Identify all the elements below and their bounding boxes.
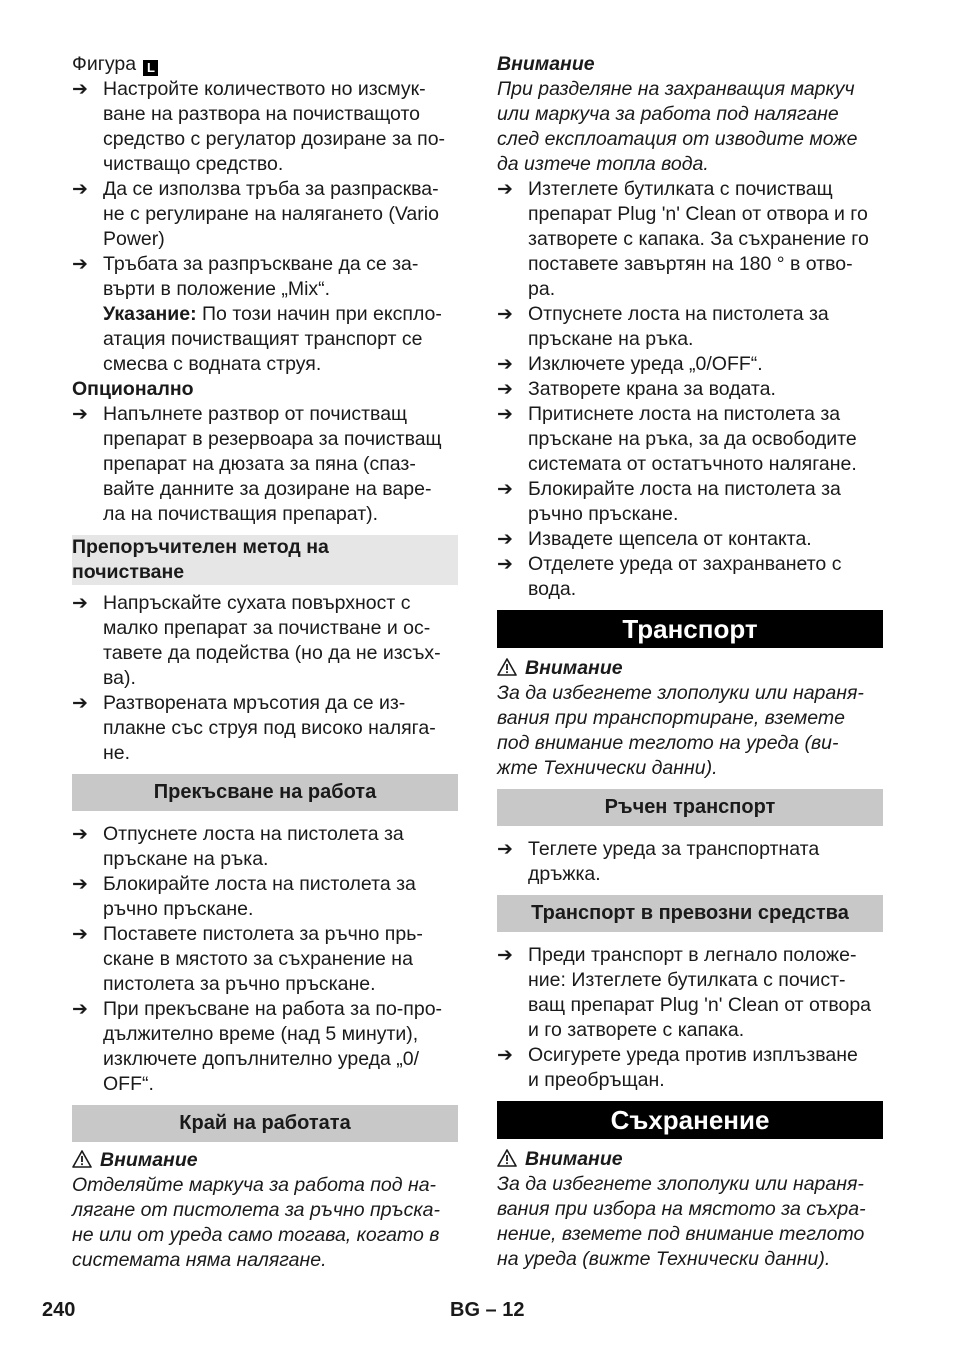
figure-label: Фигура xyxy=(72,53,137,75)
bullet-list xyxy=(72,77,458,302)
warning-line: жте Технически данни). xyxy=(497,757,718,779)
figure-reference xyxy=(72,52,458,77)
arrow-right-icon: ➔ xyxy=(72,823,88,845)
list-item-line: OFF“. xyxy=(103,1073,154,1095)
warning-line: Отделяйте маркуча за работа под на- xyxy=(72,1174,437,1196)
list-item-line: чистващо средство. xyxy=(103,153,284,175)
list-item-line: и го затворете с капака. xyxy=(528,1019,745,1041)
list-item-line: дължително време (над 5 минути), xyxy=(103,1023,419,1045)
list-item xyxy=(497,352,883,377)
warning-title xyxy=(497,1147,883,1172)
warning-line: на уреда (вижте Технически данни). xyxy=(497,1248,831,1270)
arrow-right-icon: ➔ xyxy=(72,403,88,425)
list-item-line: не. xyxy=(103,742,131,764)
warning-line: За да избегнете злополуки или нараня- xyxy=(497,1173,864,1195)
page-number: 240 xyxy=(42,1299,76,1321)
list-item xyxy=(72,922,458,997)
arrow-right-icon: ➔ xyxy=(497,178,513,200)
right-column xyxy=(497,52,883,1272)
list-item-line: средство с регулатор дозиране за по- xyxy=(103,128,446,150)
list-item-line: Блокирайте лоста на пистолета за xyxy=(103,873,416,895)
list-item xyxy=(497,527,883,552)
list-item-line: малко препарат за почистване и ос- xyxy=(103,617,431,639)
bullet-list xyxy=(497,177,883,602)
list-item-line: Напълнете разтвор от почистващ xyxy=(103,403,408,425)
left-column xyxy=(72,52,458,1273)
note-label: Указание: xyxy=(103,303,197,325)
list-item-line: Отпуснете лоста на пистолета за xyxy=(528,303,829,325)
list-item-line: Настройте количеството но изсмук- xyxy=(103,78,426,100)
list-item xyxy=(497,943,883,1043)
list-item-line: ва). xyxy=(103,667,136,689)
recommended-method-heading xyxy=(72,535,458,585)
list-item-line: Отпуснете лоста на пистолета за xyxy=(103,823,404,845)
list-item xyxy=(72,691,458,766)
list-item-line: затворете с капака. За съхранение го xyxy=(528,228,869,250)
arrow-right-icon: ➔ xyxy=(72,873,88,895)
list-item-line: пръскане на ръка, за да освободите xyxy=(528,428,857,450)
bullet-list xyxy=(497,943,883,1093)
heading-line: Препоръчителен метод на xyxy=(72,536,329,558)
warning-line: вания при избора на мястото за съхра- xyxy=(497,1198,866,1220)
list-item-line: препарат в резервоара за почистващ xyxy=(103,428,442,450)
list-item-line: вайте данните за дозиране на варе- xyxy=(103,478,432,500)
arrow-right-icon: ➔ xyxy=(72,253,88,275)
arrow-right-icon: ➔ xyxy=(497,303,513,325)
list-item-line: пръскане на ръка. xyxy=(103,848,269,870)
arrow-right-icon: ➔ xyxy=(497,478,513,500)
list-item-line: и преобръщан. xyxy=(528,1069,665,1091)
list-item-line: вода. xyxy=(528,578,577,600)
list-item-line: тавете да подейства (но да не изсъх- xyxy=(103,642,441,664)
warning-label: Внимание xyxy=(525,657,623,679)
warning-line: не или от уреда само тогава, когато в xyxy=(72,1224,440,1246)
list-item xyxy=(72,997,458,1097)
list-item-line: дръжка. xyxy=(528,863,601,885)
list-item xyxy=(72,822,458,872)
warning-title xyxy=(497,656,883,681)
list-item-line: ръчно пръскане. xyxy=(528,503,679,525)
warning-label: Внимание xyxy=(100,1149,198,1171)
optional-label: Опционално xyxy=(72,378,194,400)
storage-heading: Съхранение xyxy=(497,1101,883,1139)
end-of-work-heading: Край на работата xyxy=(72,1105,458,1142)
interrupt-work-heading: Прекъсване на работа xyxy=(72,774,458,811)
arrow-right-icon: ➔ xyxy=(72,178,88,200)
list-item-line: Изключете уреда „0/OFF“. xyxy=(528,353,763,375)
warning-line: За да избегнете злополуки или нараня- xyxy=(497,682,864,704)
arrow-right-icon: ➔ xyxy=(497,1044,513,1066)
list-item-line: ние: Изтеглете бутилката с почист- xyxy=(528,969,846,991)
warning-line: под внимание теглото на уреда (ви- xyxy=(497,732,839,754)
manual-transport-heading: Ръчен транспорт xyxy=(497,789,883,826)
list-item-line: Осигурете уреда против изплъзване xyxy=(528,1044,858,1066)
list-item-line: Преди транспорт в легнало положе- xyxy=(528,944,857,966)
arrow-right-icon: ➔ xyxy=(497,528,513,550)
page-code: BG – 12 xyxy=(450,1299,525,1321)
list-item xyxy=(72,77,458,177)
arrow-right-icon: ➔ xyxy=(497,944,513,966)
list-item-line: Извадете щепсела от контакта. xyxy=(528,528,812,550)
list-item-line: ващ препарат Plug 'n' Clean от отвора xyxy=(528,994,872,1016)
list-item-line: ване на разтвора на почистващото xyxy=(103,103,421,125)
warning-triangle-icon xyxy=(497,1149,517,1167)
note-line: смесва с водната струя. xyxy=(103,353,322,375)
list-item-line: Блокирайте лоста на пистолета за xyxy=(528,478,841,500)
figure-letter-box: L xyxy=(143,60,158,76)
arrow-right-icon: ➔ xyxy=(497,378,513,400)
arrow-right-icon: ➔ xyxy=(497,838,513,860)
list-item-line: препарат на дюзата за пяна (спаз- xyxy=(103,453,416,475)
list-item-line: Разтворената мръсотия да се из- xyxy=(103,692,406,714)
caution-line: след експлоатация от изводите може xyxy=(497,128,858,150)
list-item-line: пистолета за ръчно пръскане. xyxy=(103,973,376,995)
arrow-right-icon: ➔ xyxy=(72,592,88,614)
list-item-line: Затворете крана за водата. xyxy=(528,378,776,400)
list-item-line: скане в мястото за съхранение на xyxy=(103,948,413,970)
bullet-list xyxy=(72,402,458,527)
list-item-line: системата от остатъчното налягане. xyxy=(528,453,857,475)
list-item-line: не с регулиране на налягането (Vario xyxy=(103,203,439,225)
list-item xyxy=(72,177,458,252)
list-item-line: изключете допълнително уреда „0/ xyxy=(103,1048,420,1070)
caution-line: При разделяне на захранващия маркуч xyxy=(497,78,855,100)
warning-line: вания при транспортиране, вземете xyxy=(497,707,845,729)
warning-line: нение, вземете под внимание теглото xyxy=(497,1223,865,1245)
warning-line: системата няма налягане. xyxy=(72,1249,327,1271)
caution-line: да изтече топла вода. xyxy=(497,153,709,175)
warning-line: лягане от пистолета за ръчно пръска- xyxy=(72,1199,440,1221)
arrow-right-icon: ➔ xyxy=(497,403,513,425)
list-item xyxy=(497,477,883,527)
warning-triangle-icon xyxy=(72,1150,92,1168)
list-item-line: Притиснете лоста на пистолета за xyxy=(528,403,841,425)
list-item-line: плакне със струя под високо наляга- xyxy=(103,717,436,739)
warning-triangle-icon xyxy=(497,658,517,676)
list-item xyxy=(497,1043,883,1093)
list-item-line: При прекъсване на работа за по-про- xyxy=(103,998,443,1020)
note-line: По този начин при експло- xyxy=(196,303,442,325)
list-item xyxy=(72,872,458,922)
note-line: атация почистващият транспорт се xyxy=(103,328,423,350)
list-item xyxy=(497,177,883,302)
list-item-line: препарат Plug 'n' Clean от отвора и го xyxy=(528,203,868,225)
caution-label: Внимание xyxy=(497,53,595,75)
list-item-line: Power) xyxy=(103,228,165,250)
bullet-list xyxy=(72,591,458,766)
list-item xyxy=(72,402,458,527)
arrow-right-icon: ➔ xyxy=(72,692,88,714)
list-item-line: поставете завъртян на 180 ° в отво- xyxy=(528,253,853,275)
list-item-line: ла на почистващия препарат). xyxy=(103,503,379,525)
list-item-line: пръскане на ръка. xyxy=(528,328,694,350)
warning-label: Внимание xyxy=(525,1148,623,1170)
bullet-list xyxy=(497,837,883,887)
list-item-line: Изтеглете бутилката с почистващ xyxy=(528,178,833,200)
heading-line: почистване xyxy=(72,561,185,583)
list-item-line: Отделете уреда от захранването с xyxy=(528,553,842,575)
list-item-line: върти в положение „Mix“. xyxy=(103,278,331,300)
list-item-line: Теглете уреда за транспортната xyxy=(528,838,820,860)
list-item-line: Да се използва тръба за разпрасква- xyxy=(103,178,439,200)
arrow-right-icon: ➔ xyxy=(72,998,88,1020)
list-item xyxy=(72,591,458,691)
list-item xyxy=(497,377,883,402)
list-item-line: Поставете пистолета за ръчно прь- xyxy=(103,923,423,945)
list-item xyxy=(72,252,458,302)
list-item xyxy=(497,837,883,887)
arrow-right-icon: ➔ xyxy=(72,78,88,100)
list-item-line: Тръбата за разпръскване да се за- xyxy=(103,253,419,275)
list-item xyxy=(497,402,883,477)
transport-heading: Транспорт xyxy=(497,610,883,648)
list-item-line: ра. xyxy=(528,278,556,300)
arrow-right-icon: ➔ xyxy=(497,353,513,375)
arrow-right-icon: ➔ xyxy=(72,923,88,945)
caution-line: или маркуча за работа под налягане xyxy=(497,103,839,125)
bullet-list xyxy=(72,822,458,1097)
list-item xyxy=(497,302,883,352)
warning-title xyxy=(72,1148,458,1173)
arrow-right-icon: ➔ xyxy=(497,553,513,575)
vehicle-transport-heading: Транспорт в превозни средства xyxy=(497,895,883,932)
list-item xyxy=(497,552,883,602)
list-item-line: ръчно пръскане. xyxy=(103,898,254,920)
list-item-line: Напръскайте сухата повърхност с xyxy=(103,592,411,614)
